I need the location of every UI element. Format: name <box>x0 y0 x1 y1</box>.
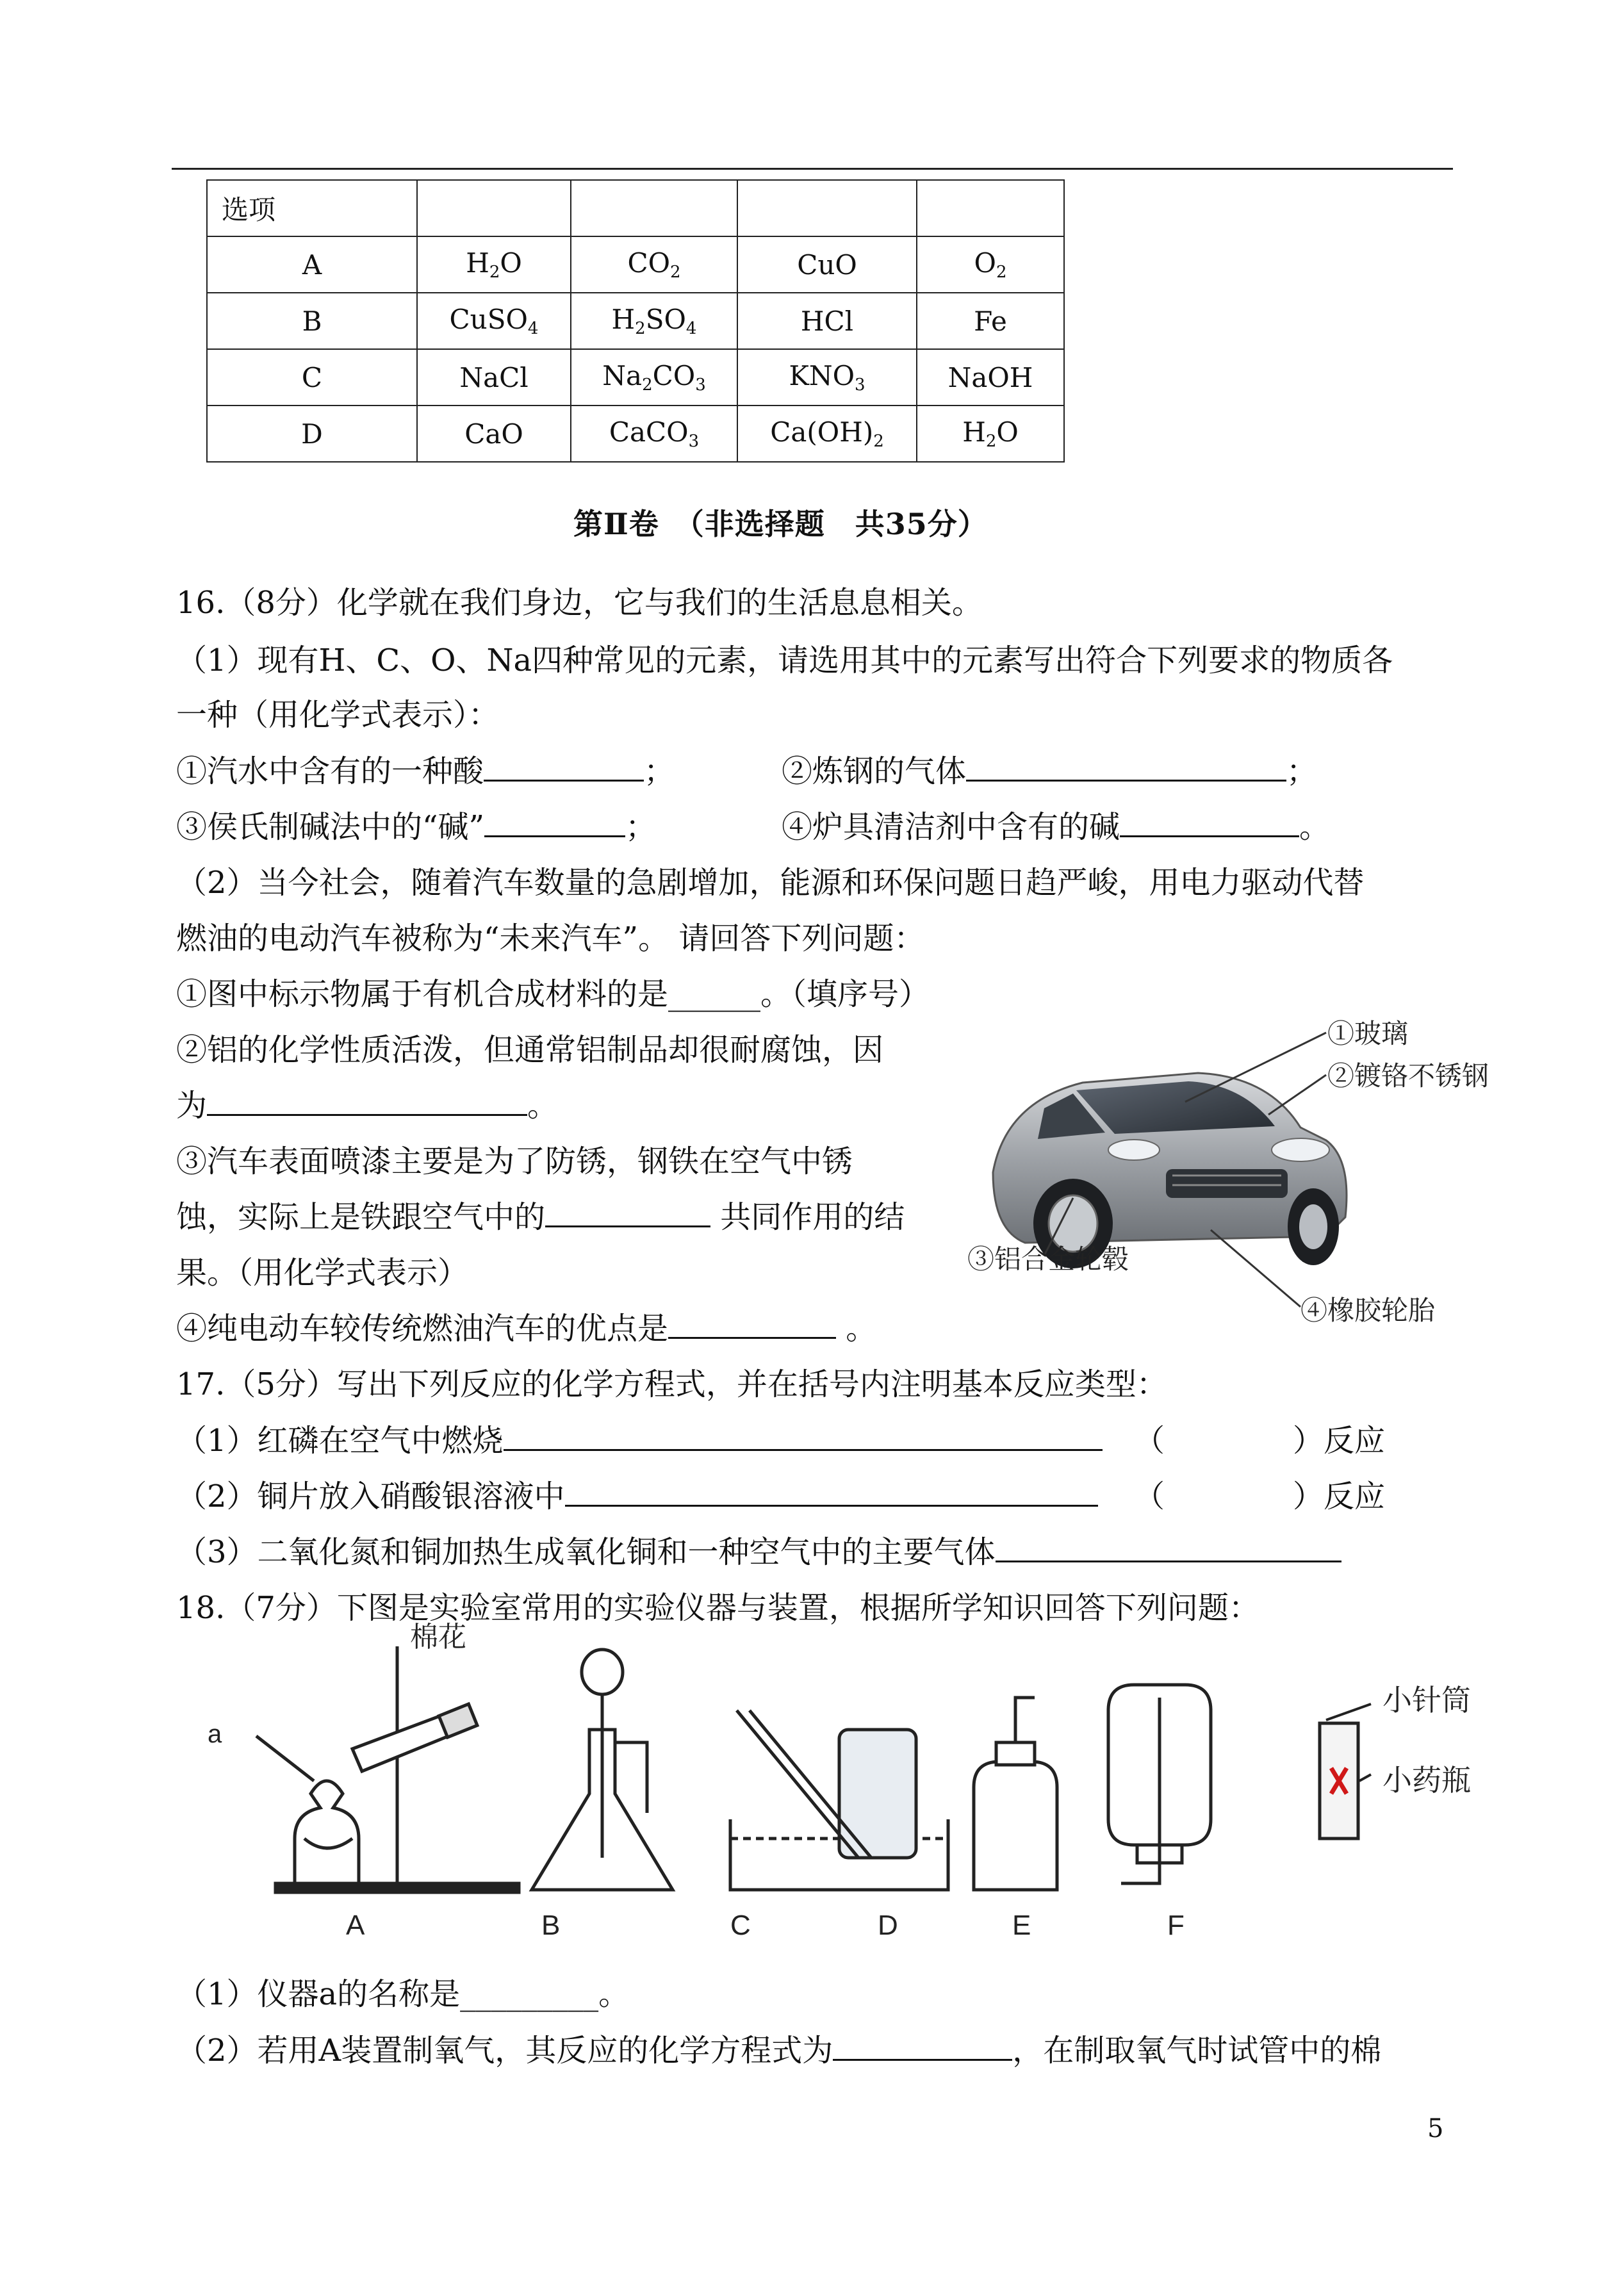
options-table <box>206 179 1065 463</box>
table-cell: HCl <box>737 293 917 349</box>
answer-blank[interactable] <box>668 1309 836 1339</box>
item-text: ①汽水中含有的一种酸 <box>176 753 484 789</box>
q16-item3 <box>176 807 656 847</box>
q17-type1 <box>1134 1421 1385 1461</box>
sub-text-2: 共同作用的结 <box>710 1199 905 1235</box>
q16-sub3-line2 <box>176 1197 905 1237</box>
q16-part1-line1: （1）现有H、C、O、Na四种常见的元素，请选用其中的元素写出符合下列要求的物质各 <box>176 643 1393 678</box>
table-cell <box>417 180 571 236</box>
apparatus-a-icon <box>256 1646 519 1892</box>
answer-blank[interactable] <box>484 807 625 837</box>
q16-stem: 16.（8分）化学就在我们身边，它与我们的生活息息相关。 <box>176 585 983 621</box>
table-row <box>207 349 1064 406</box>
car-label-glass: ①玻璃 <box>1327 1019 1409 1049</box>
q16-part2-line2: 燃油的电动汽车被称为“未来汽车”。 请回答下列问题： <box>176 921 925 956</box>
q17-reaction2 <box>176 1477 1098 1516</box>
item-text: ②炼钢的气体 <box>782 753 967 789</box>
sub-end: 。 <box>527 1088 559 1124</box>
table-cell: C <box>207 349 417 406</box>
equation-blank[interactable] <box>565 1477 1098 1507</box>
apparatus-e-icon <box>1108 1685 1211 1883</box>
table-cell: $Na_2CO_3$ <box>571 349 737 406</box>
table-cell: $KNO_3$ <box>737 349 917 406</box>
q16-sub1: ①图中标示物属于有机合成材料的是______。（填序号） <box>176 976 930 1012</box>
answer-blank[interactable] <box>545 1197 710 1227</box>
apparatus-d-icon <box>974 1698 1057 1890</box>
car-figure <box>967 1006 1544 1326</box>
item-text: ③侯氏制碱法中的“碱” <box>176 809 485 845</box>
table-cell: D <box>207 406 417 462</box>
reaction-text: （1）红磷在空气中燃烧 <box>176 1423 504 1459</box>
table-cell: $H_2O$ <box>417 236 571 293</box>
apparatus-f-icon <box>1320 1704 1371 1839</box>
q16-part2-line1: （2）当今社会，随着汽车数量的急剧增加，能源和环保问题日趋严峻，用电力驱动代替 <box>176 865 1365 901</box>
q17-type2 <box>1134 1477 1385 1516</box>
table-cell: $H_2O$ <box>917 406 1064 462</box>
sub-text: （2）若用A装置制氧气，其反应的化学方程式为 <box>176 2033 833 2069</box>
paren-right: ）反应 <box>1293 1479 1386 1514</box>
table-cell <box>737 180 917 236</box>
car-label-chrome: ②镀铬不锈钢 <box>1327 1061 1489 1091</box>
answer-blank[interactable] <box>484 751 644 782</box>
q17-reaction3 <box>176 1532 1341 1572</box>
car-label-hub: ③铝合金轮毂 <box>967 1244 1129 1274</box>
table-row <box>207 293 1064 349</box>
q16-item4 <box>782 807 1330 847</box>
reaction-text: （2）铜片放入硝酸银溶液中 <box>176 1479 565 1514</box>
table-row <box>207 180 1064 236</box>
item-sep: ； <box>644 753 675 789</box>
table-cell: CaO <box>417 406 571 462</box>
table-cell: $Ca(OH)_2$ <box>737 406 917 462</box>
label-letter-c: C <box>730 1910 751 1941</box>
equation-blank[interactable] <box>504 1421 1103 1451</box>
apparatus-c-icon <box>730 1710 948 1890</box>
table-cell: Fe <box>917 293 1064 349</box>
label-cotton: 棉花 <box>410 1621 466 1653</box>
sub-text-2: ，在制取氧气时试管中的棉 <box>1012 2033 1382 2069</box>
paren-left: （ <box>1134 1479 1165 1514</box>
label-letter-a: A <box>346 1910 365 1941</box>
sub-text: 为 <box>176 1088 208 1124</box>
label-letter-e: E <box>1012 1910 1031 1941</box>
table-cell: $H_2SO_4$ <box>571 293 737 349</box>
label-letter-d: D <box>878 1910 898 1941</box>
table-cell: $O_2$ <box>917 236 1064 293</box>
label-a: a <box>208 1720 222 1748</box>
item-end: 。 <box>1299 809 1331 845</box>
paren-left: （ <box>1134 1423 1165 1459</box>
q16-item2 <box>782 751 1317 791</box>
label-letter-b: B <box>541 1910 561 1941</box>
table-cell <box>571 180 737 236</box>
answer-blank[interactable] <box>1120 807 1299 837</box>
car-icon <box>993 1073 1347 1268</box>
table-cell: A <box>207 236 417 293</box>
sub-text: 蚀，实际上是铁跟空气中的 <box>176 1199 546 1235</box>
item-text: ④炉具清洁剂中含有的碱 <box>782 809 1120 845</box>
answer-blank[interactable] <box>207 1086 527 1116</box>
equation-blank[interactable] <box>996 1532 1341 1562</box>
table-cell: 选项 <box>207 180 417 236</box>
q16-sub3-line3: 果。（用化学式表示） <box>176 1255 469 1291</box>
item-sep: ； <box>625 809 657 845</box>
sub-text: ④纯电动车较传统燃油汽车的优点是 <box>176 1311 669 1347</box>
q16-sub2-line2 <box>176 1086 558 1126</box>
car-label-tire: ④橡胶轮胎 <box>1300 1295 1436 1325</box>
q17-stem: 17.（5分）写出下列反应的化学方程式，并在括号内注明基本反应类型： <box>176 1366 1167 1402</box>
apparatus-b-icon <box>532 1650 673 1890</box>
label-syringe: 小针筒 <box>1382 1684 1471 1717</box>
table-cell: $CO_2$ <box>571 236 737 293</box>
page-number: 5 <box>1427 2114 1444 2143</box>
header-rule <box>172 168 1453 170</box>
reaction-text: （3）二氧化氮和铜加热生成氧化铜和一种空气中的主要气体 <box>176 1534 996 1570</box>
table-cell: NaOH <box>917 349 1064 406</box>
table-cell: NaCl <box>417 349 571 406</box>
table-cell: CuO <box>737 236 917 293</box>
q16-sub2-line1: ②铝的化学性质活泼，但通常铝制品却很耐腐蚀，因 <box>176 1032 884 1068</box>
section-title: 第Ⅱ卷 （非选择题 共35分） <box>573 507 988 541</box>
paren-right: ）反应 <box>1293 1423 1386 1459</box>
q18-stem: 18.（7分）下图是实验室常用的实验仪器与装置，根据所学知识回答下列问题： <box>176 1590 1259 1626</box>
item-sep: ； <box>1286 753 1318 789</box>
q18-sub1: （1）仪器a的名称是_________。 <box>176 1976 630 2012</box>
label-vial: 小药瓶 <box>1382 1764 1471 1797</box>
table-cell: B <box>207 293 417 349</box>
q16-part1-line2: 一种（用化学式表示）： <box>176 697 500 733</box>
equation-blank[interactable] <box>833 2031 1012 2061</box>
q16-item1 <box>176 751 675 791</box>
q17-reaction1 <box>176 1421 1103 1461</box>
q16-sub3-line1: ③汽车表面喷漆主要是为了防锈，钢铁在空气中锈 <box>176 1143 853 1179</box>
answer-blank[interactable] <box>966 751 1286 782</box>
table-cell: CuSO$_4$ <box>417 293 571 349</box>
table-row <box>207 236 1064 293</box>
q18-sub2 <box>176 2031 1381 2070</box>
table-row <box>207 406 1064 462</box>
sub-end: 。 <box>836 1311 877 1347</box>
lab-apparatus-figure <box>199 1621 1471 1941</box>
label-letter-f: F <box>1167 1910 1185 1941</box>
table-cell <box>917 180 1064 236</box>
table-cell: CaCO$_3$ <box>571 406 737 462</box>
q16-sub4 <box>176 1309 876 1348</box>
